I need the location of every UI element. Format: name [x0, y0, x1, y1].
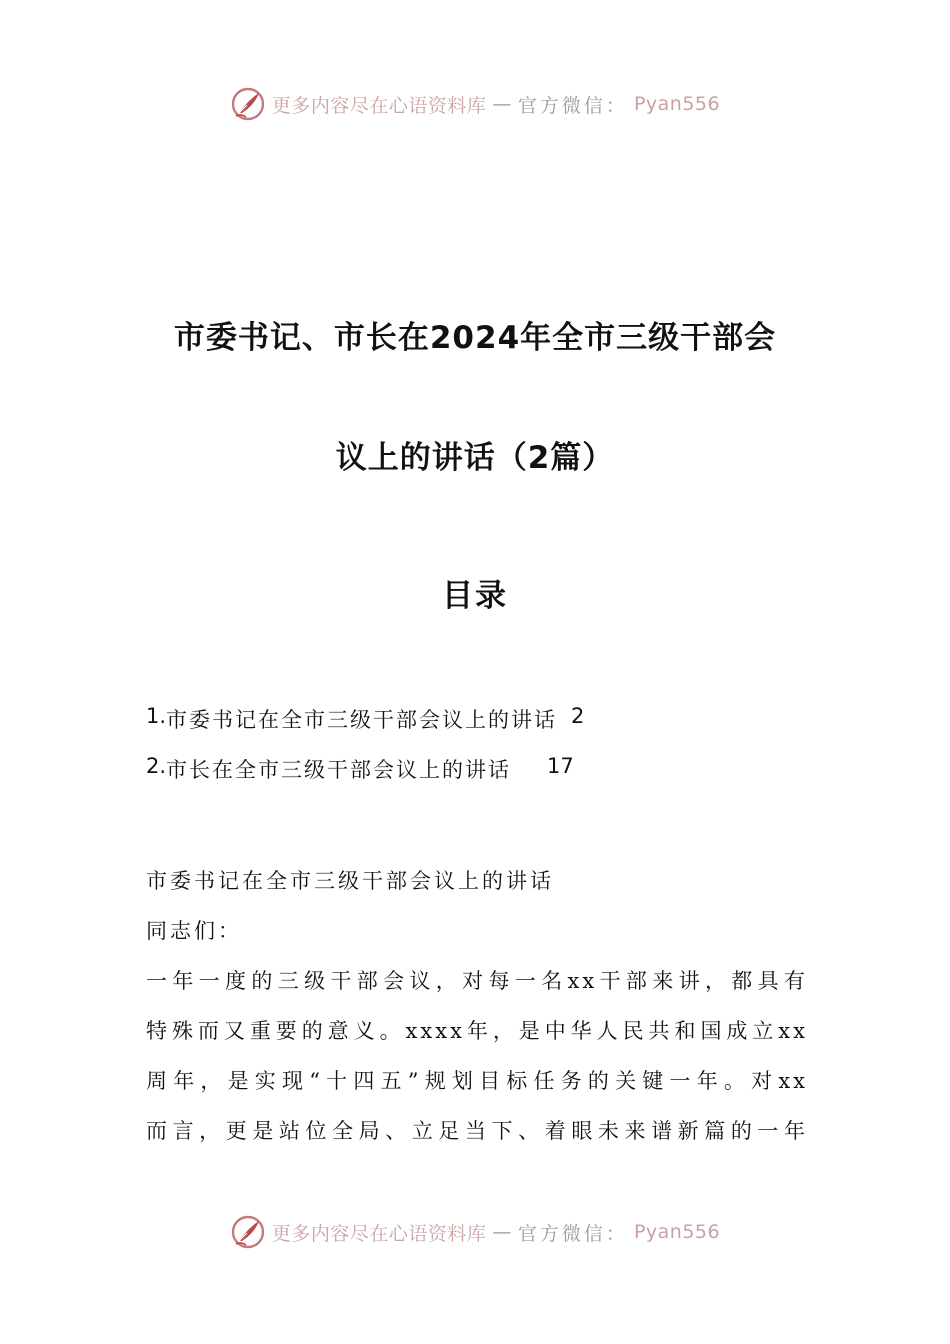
document-title-line-1: 市委书记、市长在2024年全市三级干部会 — [173, 320, 777, 356]
toc-entry-number: 1. — [146, 704, 167, 728]
paragraph-line: 而言，更是站位全局、立足当下、着眼未来谱新篇的一年 — [146, 1119, 808, 1143]
toc-entry-title: 市委书记在全市三级干部会议上的讲话 — [166, 708, 558, 732]
toc-entry-title: 市长在全市三级干部会议上的讲话 — [166, 758, 512, 782]
watermark-wechat-label: 官方微信： — [517, 1222, 628, 1245]
toc-entry-page: 17 — [547, 754, 574, 778]
watermark-separator: — — [492, 1221, 512, 1243]
toc-entry-number: 2. — [146, 754, 167, 778]
quill-pen-logo-icon — [230, 86, 266, 122]
toc-entry-page: 2 — [571, 704, 585, 728]
toc-entry-1[interactable] — [146, 704, 584, 754]
watermark-wechat-id: Pyan556 — [633, 93, 721, 115]
paragraph-line: 特殊而又重要的意义。xxxx年，是中华人民共和国成立xx — [146, 1019, 808, 1043]
paragraph-line: 一年一度的三级干部会议，对每一名xx干部来讲，都具有 — [146, 969, 808, 993]
watermark-content — [230, 1214, 720, 1250]
watermark-wechat-id: Pyan556 — [633, 1221, 721, 1243]
watermark-wechat-label: 官方微信： — [517, 94, 628, 117]
article-salutation: 同志们： — [146, 919, 242, 943]
footer-watermark — [0, 1210, 950, 1254]
article-heading: 市委书记在全市三级干部会议上的讲话 — [146, 869, 554, 893]
header-watermark — [0, 82, 950, 126]
toc-heading: 目录 — [442, 578, 508, 614]
watermark-brand-text: 更多内容尽在心语资料库 — [271, 94, 487, 117]
toc-entry-2[interactable] — [146, 754, 584, 804]
watermark-separator: — — [492, 93, 512, 115]
article-body — [146, 856, 808, 1156]
table-of-contents — [146, 704, 584, 804]
document-title-line-2: 议上的讲话（2篇） — [335, 440, 615, 476]
watermark-brand-text: 更多内容尽在心语资料库 — [271, 1222, 487, 1245]
quill-pen-logo-icon — [230, 1214, 266, 1250]
paragraph-line: 周年，是实现“十四五”规划目标任务的关键一年。对xx — [146, 1069, 808, 1093]
watermark-content — [230, 86, 720, 122]
